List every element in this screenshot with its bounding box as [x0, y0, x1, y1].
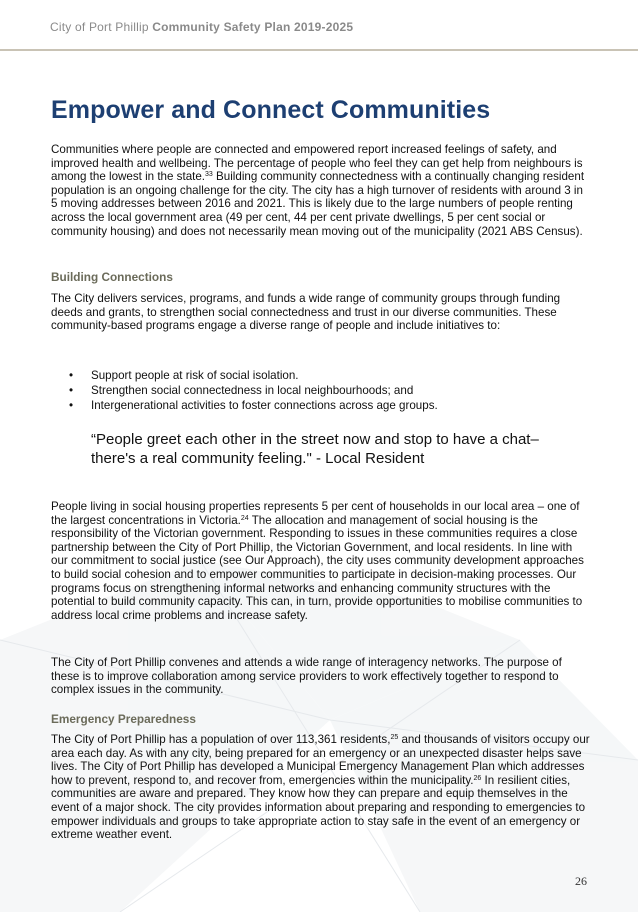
list-item — [51, 398, 591, 413]
header-org: City of Port Phillip — [50, 20, 149, 34]
emergency-text-1: The City of Port Phillip has a population of over 113,361 residents, — [51, 733, 391, 746]
header-title: Community Safety Plan 2019-2025 — [152, 20, 354, 34]
emergency-paragraph — [51, 733, 591, 842]
bullet-icon: • — [69, 384, 74, 397]
list-item — [51, 368, 591, 383]
section-heading-emergency: Emergency Preparedness — [51, 712, 196, 726]
list-item-text: Intergenerational activities to foster connections across age groups. — [91, 399, 438, 412]
header-text — [50, 20, 353, 34]
quote-line-1: “People greet each other in the street now and stop to have a chat– — [91, 431, 539, 448]
list-item-text: Support people at risk of social isolation. — [91, 369, 299, 382]
social-housing-paragraph — [51, 500, 591, 622]
social-housing-text-1: People living in social housing properties represents 5 per cent of households in our local area – one of the largest concentrations in Victoria. — [51, 500, 580, 527]
emergency-text-2: and thousands of visitors occupy our area each day. As with any city, being prepared for an emergency or an unexpected disaster helps save lives. The City of Port Phillip has developed a Municipal Emergency Management Plan which addresses how to prevent, respond to, and recover from, emergencies within the municipality. — [51, 733, 590, 787]
bullet-icon: • — [69, 369, 74, 382]
intro-text-1: Communities where people are connected and empowered report increased feelings of safety, and improved health and wellbeing. The percentage of people who feel they can get help from neighbours is among the lowest in the state. — [51, 143, 583, 184]
resident-quote — [91, 430, 591, 468]
section-heading-building-connections: Building Connections — [51, 270, 173, 284]
list-item — [51, 383, 591, 398]
intro-paragraph — [51, 143, 591, 238]
emergency-section — [51, 712, 591, 726]
footnote-ref: 33 — [205, 171, 213, 179]
interagency-text: The City of Port Phillip convenes and attends a wide range of interagency networks. The purpose of these is to improve collaboration among service providers to work effectively together to respond to complex issues in the community. — [51, 656, 562, 697]
bullet-icon: • — [69, 399, 74, 412]
page-title: Empower and Connect Communities — [51, 96, 491, 124]
page-header — [0, 0, 638, 50]
building-text: The City delivers services, programs, and funds a wide range of community groups through funding deeds and grants, to strengthen social connectedness and trust in our diverse communities. These community-based programs engage a diverse range of people and include initiatives to: — [51, 292, 561, 333]
header-divider — [0, 49, 638, 51]
emergency-text-3: In resilient cities, communities are aware and prepared. They know how they can prepare and equip themselves in the event of a major shock. The city provides information about preparing and responding to emergencies to empower individuals and groups to take appropriate action to stay safe in the event of an emergency or extreme weather event. — [51, 773, 586, 842]
interagency-paragraph — [51, 656, 591, 697]
intro-text-2: Building community connectedness with a continually changing resident population is an ongoing challenge for the city. The city has a high turnover of residents with around 3 in 5 moving addresses between 2016 and 2021. This is likely due to the large numbers of people renting across the local government area (49 per cent, 44 per cent private dwellings, 5 per cent social or community housing) and does not necessarily mean moving out of the municipality (2021 ABS Census). — [51, 170, 585, 238]
initiatives-list — [51, 368, 591, 413]
list-item-text: Strengthen social connectedness in local neighbourhoods; and — [91, 384, 414, 397]
footnote-ref: 26 — [473, 774, 482, 782]
quote-line-2: there's a real community feeling." - Local Resident — [91, 450, 425, 467]
social-housing-text-2: The allocation and management of social housing is the responsibility of the Victorian government. Responding to issues in these communities requires a close partnership between the City of Port Phillip, the Victorian Government, and local residents. In line with our commitment to social justice (see Our Approach), the city uses community development approaches to build social cohesion and to empower communities to participate in decision-making processes. Our programs focus on strengthening informal networks and enhancing community structures with the potential to build community capacity. This can, in turn, provide opportunities to mobilise communities to address local crime problems and increase safety. — [51, 513, 584, 622]
building-connections-section — [51, 270, 591, 284]
page-number: 26 — [575, 874, 587, 888]
building-paragraph — [51, 292, 591, 333]
footnote-ref: 25 — [390, 734, 399, 741]
footnote-ref: 24 — [240, 514, 249, 522]
